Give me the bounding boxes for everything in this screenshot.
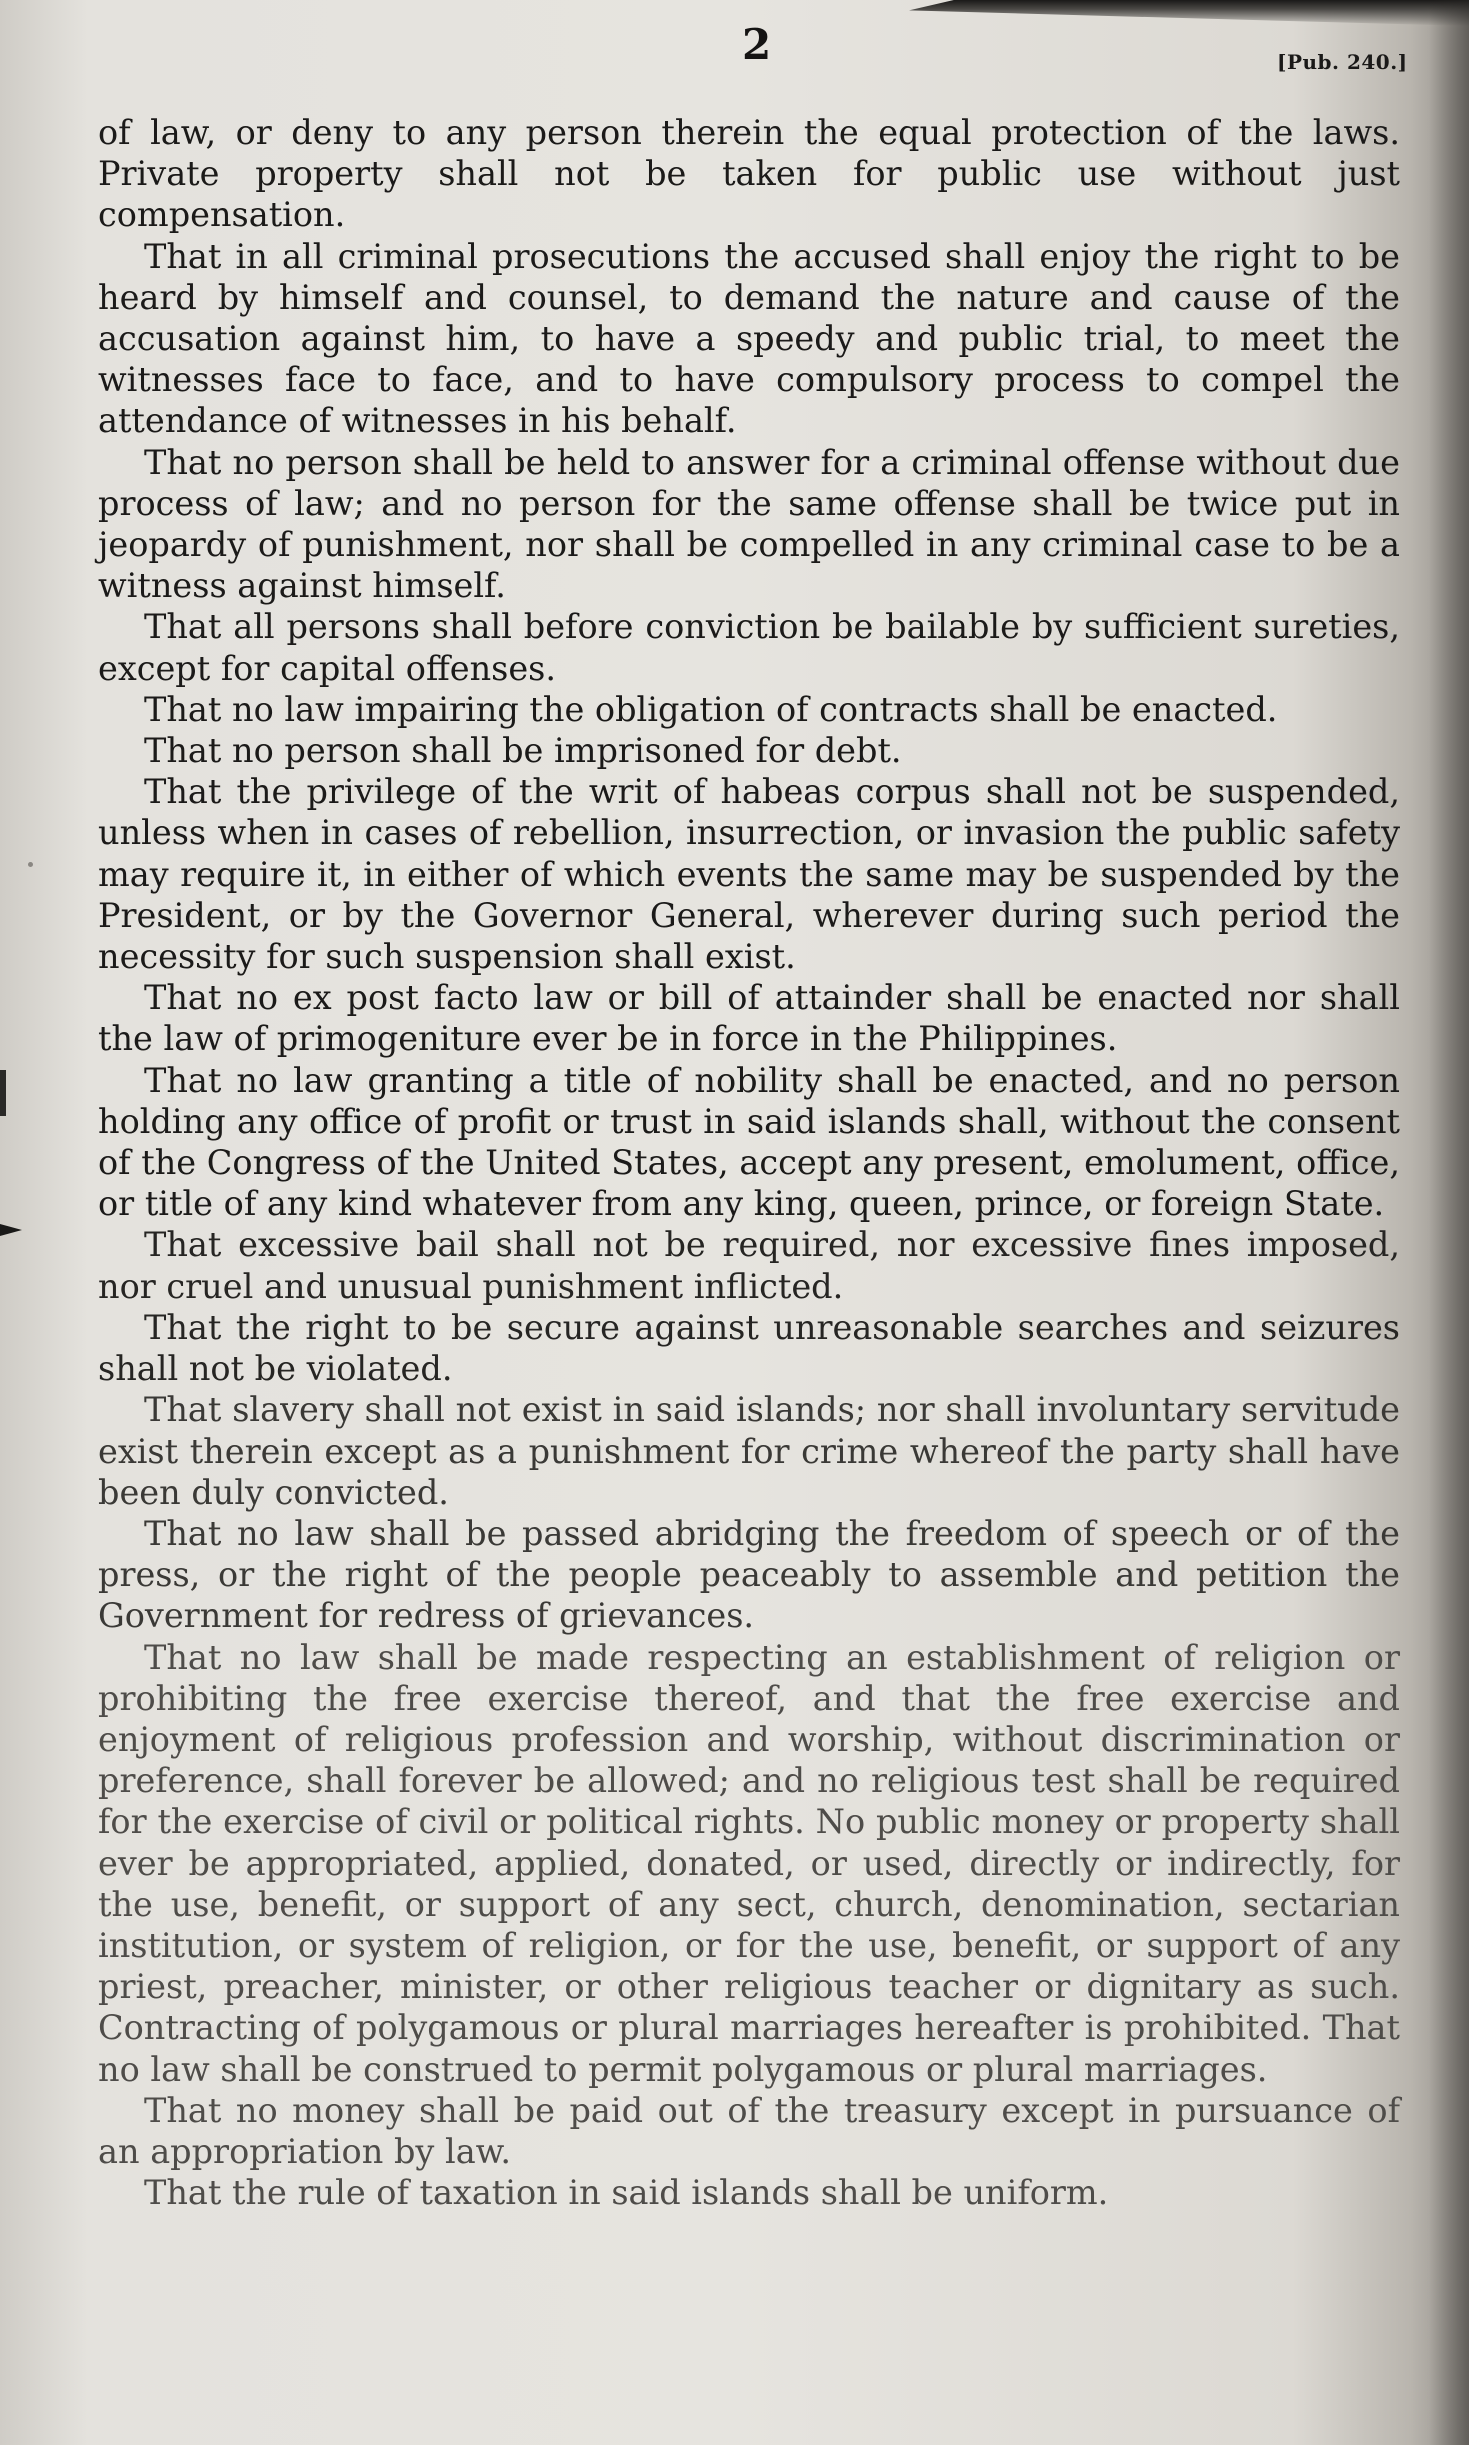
publication-reference: [Pub. 240.] [1277,50,1408,74]
paragraph-taxation: That the rule of taxation in said islands shall be uniform. [144,2173,1109,2213]
paragraph-bail: That all persons shall before conviction be bailable by sufficient sureties, except for capital offenses. [98,607,1400,688]
paragraph-slavery: That slavery shall not exist in said islands; nor shall involuntary servitude exist therein except as a punishment for crime whereof the party shall have been duly convicted. [98,1390,1400,1512]
paragraph-excessive-bail: That excessive bail shall not be required, nor excessive fines imposed, nor cruel and unusual punishment inflicted. [98,1225,1400,1306]
paragraph-ex-post-facto: That no ex post facto law or bill of attainder shall be enacted nor shall the law of primogeniture ever be in force in the Philippines. [98,978,1400,1059]
paragraph-nobility: That no law granting a title of nobility shall be enacted, and no person holding any office of profit or trust in said islands shall, without the consent of the Congress of the United States, accept any present, emolument, office, or title of any kind whatever from any king, queen, prince, or foreign State. [98,1060,1400,1224]
paragraph-due-process: That no person shall be held to answer for a criminal offense without due process of law; and no person for the same offense shall be twice put in jeopardy of punishment, nor shall be compelled in any criminal case to be a witness against himself. [98,442,1400,606]
scan-speck [28,862,33,867]
scan-edge-shadow-right [1429,0,1469,2445]
page-number: 2 [742,20,772,69]
paragraph-criminal-prosecutions: That in all criminal prosecutions the accused shall enjoy the right to be heard by himself and counsel, to demand the nature and cause of the accusation against him, to have a speedy and public trial, to meet the witnesses face to face, and to have compulsory process to compel the attendance of witnesses in his behalf. [98,236,1400,441]
margin-mark [0,1070,6,1116]
paragraph-debt: That no person shall be imprisoned for debt. [144,731,902,771]
paragraph-free-speech: That no law shall be passed abridging the freedom of speech or of the press, or the right of the people peaceably to assemble and petition the Government for redress of grievances. [98,1513,1400,1636]
scan-edge-shadow-top [909,0,1469,26]
paragraph-habeas-corpus: That the privilege of the writ of habeas corpus shall not be suspended, unless when in cases of rebellion, insurrection, or invasion the public safety may require it, in either of which events the same may be suspended by the President, or by the Governor General, wherever during such period the necessity for such suspension shall exist. [98,772,1400,977]
margin-arrow-icon [0,1224,22,1236]
paragraph-religion: That no law shall be made respecting an establishment of religion or prohibiting the free exercise thereof, and that the free exercise and enjoyment of religious profession and worship, without discrimination or preference, shall forever be allowed; and no religious test shall be required for the exercise of civil or political rights. No public money or property shall ever be appropriated, applied, donated, or used, directly or indirectly, for the use, benefit, or support of any sect, church, denomination, sectarian institution, or system of religion, or for the use, benefit, or support of any priest, preacher, minister, or other religious teacher or dignitary as such. Contracting of polygamous or plural marriages hereafter is prohibited. That no law shall be construed to permit polygamous or plural marriages. [98,1637,1400,2089]
paragraph-equal-protection: of law, or deny to any person therein the equal protection of the laws. Private property shall not be taken for public use without just compensation. [98,113,1400,235]
document-body [98,112,1400,2213]
paragraph-contracts: That no law impairing the obligation of contracts shall be enacted. [144,689,1278,729]
paragraph-searches: That the right to be secure against unreasonable searches and seizures shall not be violated. [98,1307,1400,1389]
paragraph-treasury: That no money shall be paid out of the treasury except in pursuance of an appropriation by law. [98,2090,1400,2171]
